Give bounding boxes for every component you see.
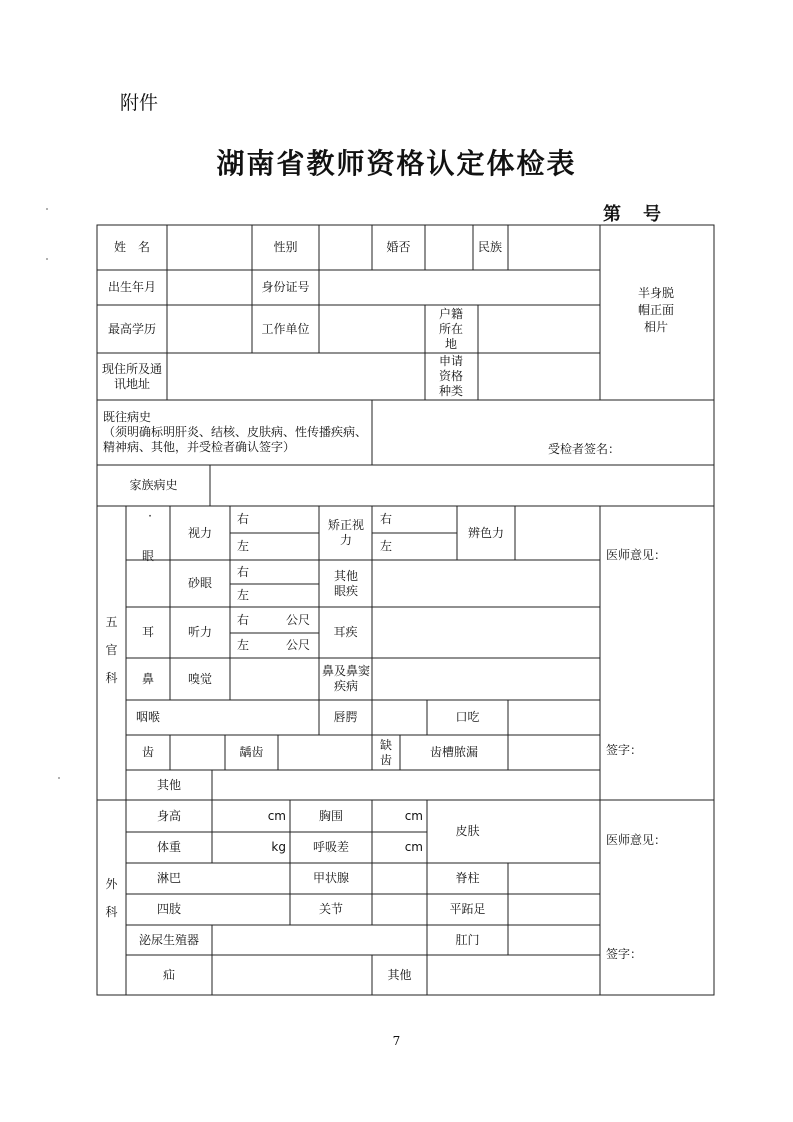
throat-label: 咽喉 (135, 710, 160, 724)
ent-other-label: 其他 (156, 777, 181, 792)
breath-diff-label: 呼吸差 (312, 840, 349, 854)
chest-unit: cm (404, 808, 423, 823)
eye-label: 眼 (141, 549, 154, 563)
stutter-label: 口吃 (455, 710, 480, 724)
trachoma-left-label: 左 (237, 588, 250, 602)
hearing-left-unit: 公尺 (286, 638, 311, 652)
weight-label: 体重 (156, 840, 181, 854)
name-label: 姓 名 (113, 240, 150, 254)
other-eye-disease-label: 其他眼疾 (333, 568, 358, 598)
vision-label: 视力 (187, 525, 212, 540)
height-unit: cm (267, 808, 286, 823)
lymph-label: 淋巴 (156, 871, 181, 885)
skin-label: 皮肤 (455, 824, 480, 838)
surgery-other-label: 其他 (387, 967, 412, 982)
nose-label: 鼻 (141, 671, 154, 686)
missing-teeth-label: 缺齿 (379, 737, 392, 767)
gender-label: 性别 (273, 240, 298, 254)
marital-label: 婚否 (386, 240, 411, 254)
corrected-left-label: 左 (380, 539, 393, 553)
surgery-doctor-signature-label: 签字： (606, 946, 643, 961)
lip-palate-label: 唇腭 (333, 710, 358, 724)
id-number-label: 身份证号 (261, 280, 310, 294)
height-label: 身高 (156, 808, 181, 823)
ethnicity-label: 民族 (478, 240, 503, 254)
education-label: 最高学历 (107, 321, 156, 336)
ear-label: 耳 (141, 625, 154, 639)
surgery-section-label: 外 科 (105, 876, 118, 919)
teeth-label: 齿 (141, 745, 154, 759)
hearing-label: 听力 (187, 625, 212, 639)
corrected-vision-label: 矫正视力 (327, 518, 364, 547)
form-number-label: 第 号 (603, 204, 663, 225)
hearing-left-label: 左 (237, 638, 250, 652)
photo-placeholder: 半身脱帽正面相片 (637, 285, 674, 334)
flatfoot-label: 平跖足 (449, 902, 486, 916)
urogenital-label: 泌尿生殖器 (138, 932, 199, 947)
qualification-label: 申请资格种类 (438, 354, 463, 398)
employer-label: 工作单位 (261, 321, 310, 336)
ear-disease-label: 耳疾 (333, 625, 358, 639)
household-label: 户籍所在地 (438, 306, 463, 351)
nasal-disease-label: 鼻及鼻窦疾病 (321, 664, 370, 693)
vision-right-label: 右 (237, 512, 250, 526)
ent-section-label: 五 官 科 (105, 615, 118, 685)
form-title: 湖南省教师资格认定体检表 (216, 147, 577, 180)
ent-doctor-opinion-label: 医师意见： (606, 547, 667, 562)
address-label: 现住所及通讯地址 (102, 361, 163, 391)
hearing-right-label: 右 (237, 612, 250, 627)
trachoma-label: 砂眼 (187, 576, 212, 590)
smell-label: 嗅觉 (187, 671, 212, 686)
corrected-right-label: 右 (380, 512, 393, 526)
attachment-label: 附件 (120, 92, 159, 114)
page-number: 7 (392, 1034, 401, 1048)
birth-label: 出生年月 (107, 280, 156, 294)
anus-label: 肛门 (455, 932, 480, 947)
hearing-right-unit: 公尺 (286, 612, 311, 627)
pyorrhea-label: 齿槽脓漏 (429, 745, 478, 759)
chest-label: 胸围 (318, 808, 343, 823)
vision-left-label: 左 (237, 539, 250, 553)
family-history-label: 家族病史 (129, 478, 178, 492)
thyroid-label: 甲状腺 (312, 871, 349, 885)
color-vision-label: 辨色力 (467, 525, 504, 540)
examinee-signature-label: 受检者签名： (548, 441, 621, 456)
joints-label: 关节 (318, 902, 343, 916)
past-history-label: 既往病史 （须明确标明肝炎、结核、皮肤病、性传播疾病、精神病、其他，并受检者确认签字） (103, 410, 368, 454)
ent-doctor-signature-label: 签字： (606, 742, 643, 757)
spine-label: 脊柱 (455, 871, 480, 885)
trachoma-right-label: 右 (237, 564, 250, 579)
weight-unit: kg (271, 840, 286, 854)
caries-label: 龋齿 (239, 745, 264, 759)
limbs-label: 四肢 (156, 902, 181, 916)
hernia-label: 疝 (162, 967, 175, 982)
breath-diff-unit: cm (404, 840, 423, 854)
eye-dot-mark: · (148, 508, 152, 523)
surgery-doctor-opinion-label: 医师意见： (606, 832, 667, 847)
